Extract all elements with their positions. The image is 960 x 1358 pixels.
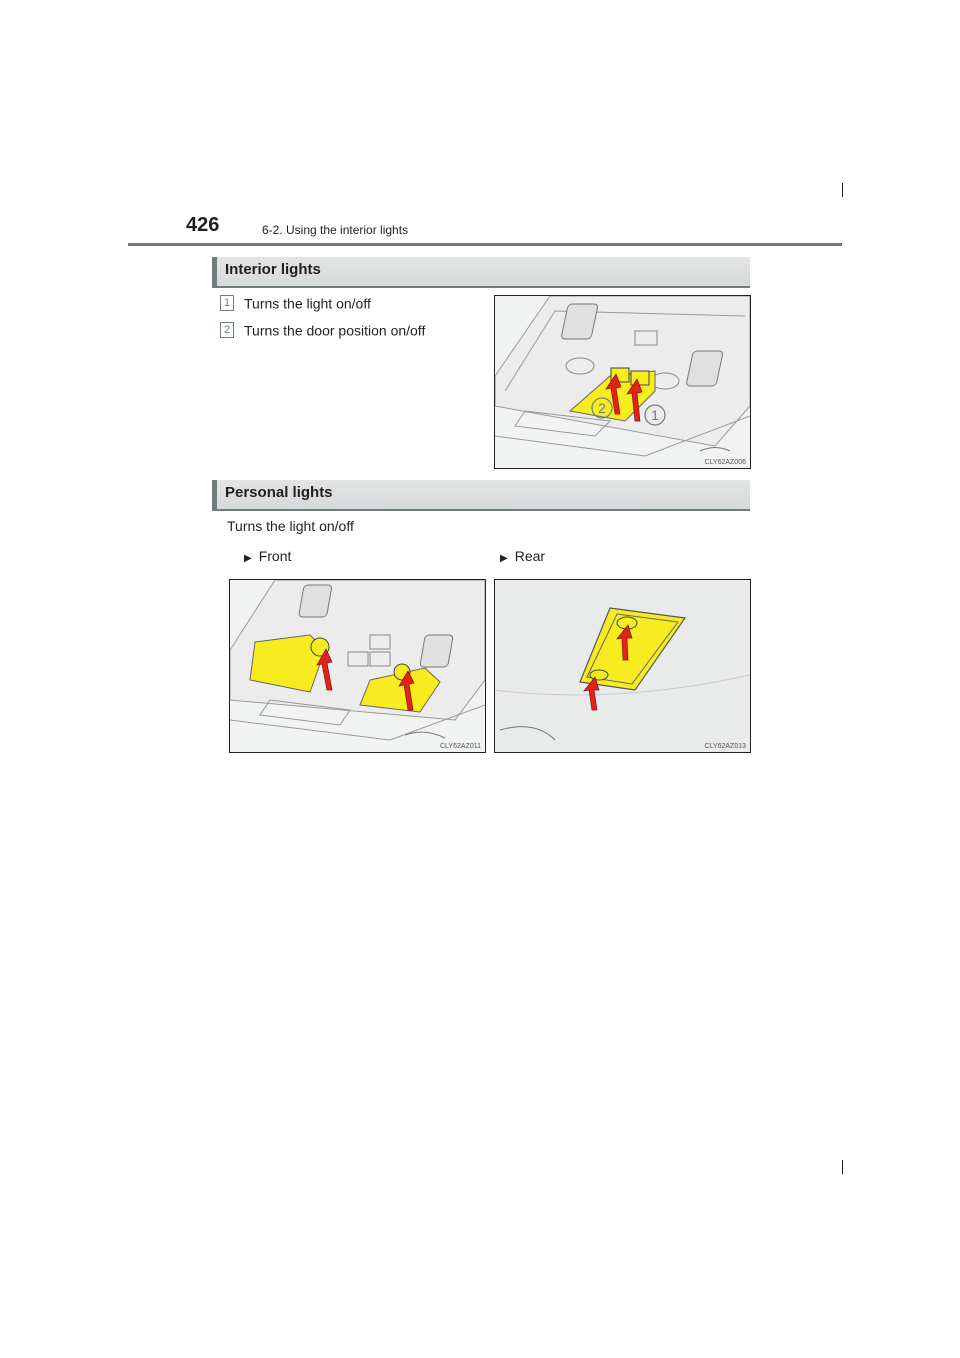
step-text: Turns the door position on/off [244,322,426,339]
step-text: Turns the light on/off [244,295,371,312]
crop-mark-top [842,183,843,197]
triangle-bullet-icon: ▶ [500,553,508,564]
overhead-console-illustration [495,296,750,468]
page-number: 426 [186,214,220,236]
heading-accent [212,480,217,509]
heading-accent [212,257,217,286]
crop-mark-bottom [842,1160,843,1174]
callout-2: 2 [598,400,606,416]
step-number: 2 [220,322,234,338]
rear-personal-lights-figure [494,579,751,753]
section-title: Interior lights [225,261,321,278]
sub-heading-label: Rear [514,548,546,564]
sub-heading-rear [500,548,545,564]
interior-lights-figure [494,295,751,469]
personal-lights-text: Turns the light on/off [227,518,354,534]
front-personal-lights-figure [229,579,486,753]
front-console-illustration [230,580,485,752]
rear-ceiling-illustration [495,580,750,752]
sub-heading-front [244,548,291,564]
header-rule [128,243,842,246]
step-number: 1 [220,295,234,311]
section-title: Personal lights [225,484,333,501]
figure-code: CLY62AZ011 [440,743,481,750]
step-1 [220,294,371,311]
figure-code: CLY62AZ006 [704,459,746,466]
chapter-header: 6-2. Using the interior lights [262,223,409,237]
figure-code: CLY62AZ013 [704,743,746,750]
triangle-bullet-icon: ▶ [244,553,252,564]
callout-1: 1 [651,407,659,423]
step-2 [220,321,425,338]
section-heading-interior-lights [212,257,750,288]
sub-heading-label: Front [258,548,292,564]
section-heading-personal-lights [212,480,750,511]
